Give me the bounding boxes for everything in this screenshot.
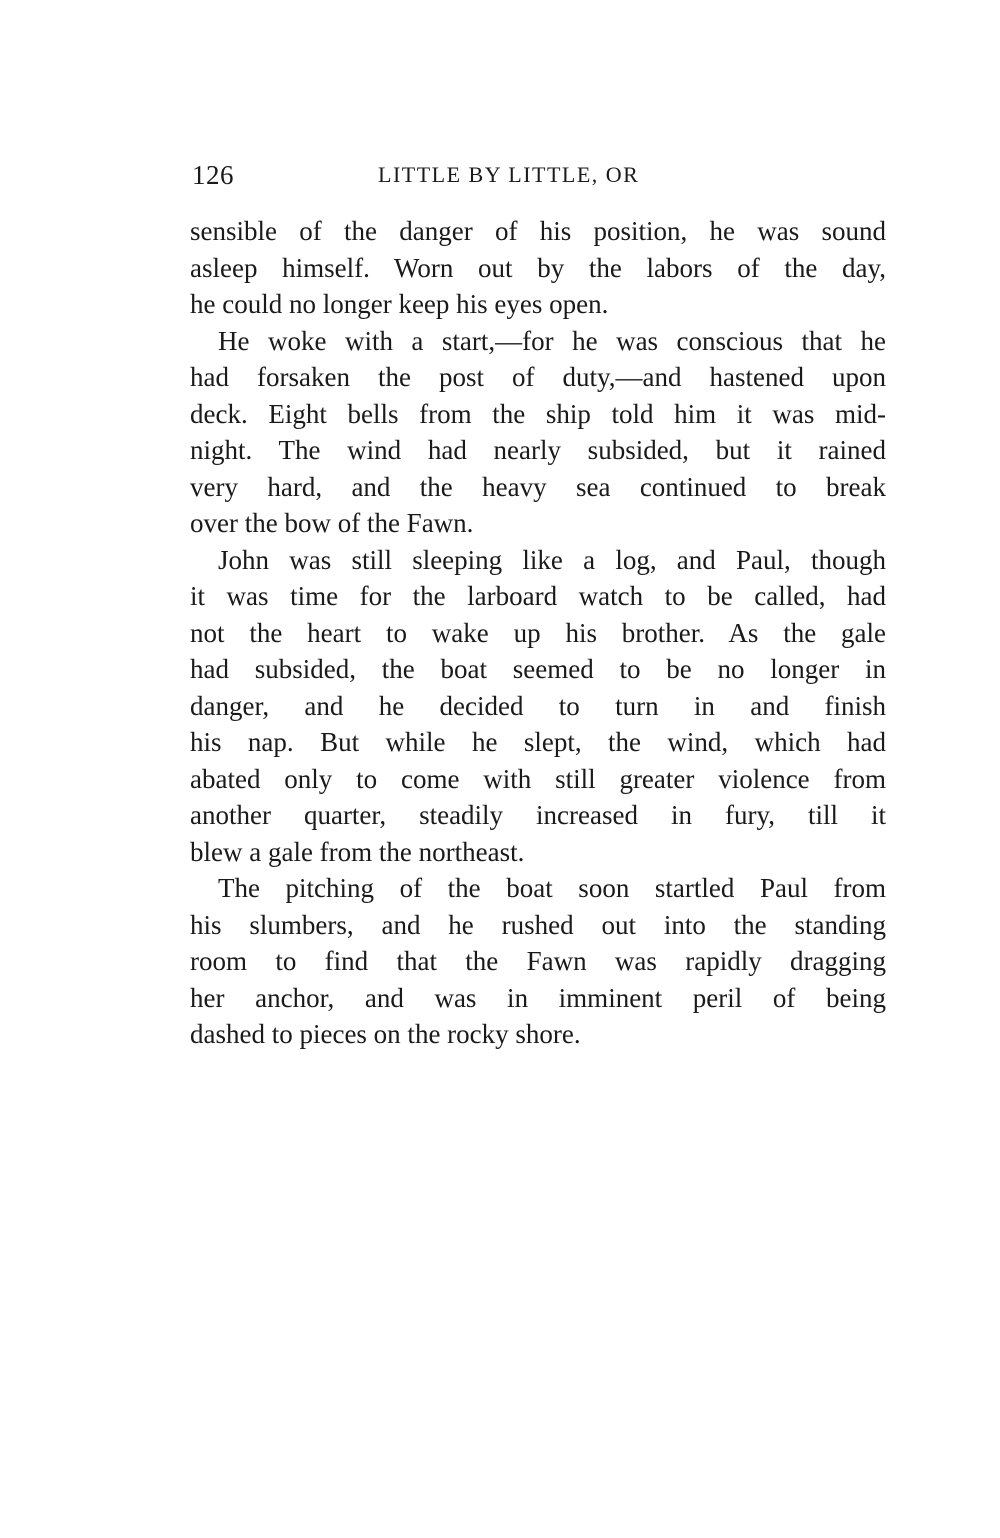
text-line: had subsided, the boat seemed to be no longer in bbox=[190, 654, 886, 684]
paragraph bbox=[190, 213, 886, 323]
paragraph bbox=[190, 323, 886, 542]
text-line: it was time for the larboard watch to be called, had bbox=[190, 581, 886, 611]
text-line: another quarter, steadily increased in fury, till it bbox=[190, 800, 886, 830]
text-line: danger, and he decided to turn in and finish bbox=[190, 690, 886, 721]
running-title: LITTLE BY LITTLE, OR bbox=[378, 162, 640, 187]
text-line: very hard, and the heavy sea continued to break bbox=[190, 471, 886, 502]
text-line: her anchor, and was in imminent peril of being bbox=[190, 982, 886, 1013]
text-line: he could no longer keep his eyes open. bbox=[190, 289, 609, 319]
text-line: The pitching of the boat soon startled Paul from bbox=[218, 873, 886, 903]
running-head bbox=[192, 158, 886, 192]
text-line: deck. Eight bells from the ship told him it was mid- bbox=[190, 398, 886, 429]
paragraph bbox=[190, 870, 886, 1053]
text-line: dashed to pieces on the rocky shore. bbox=[190, 1019, 581, 1049]
text-line: blew a gale from the northeast. bbox=[190, 836, 525, 867]
text-line: asleep himself. Worn out by the labors of the day, bbox=[190, 252, 886, 283]
text-line: abated only to come with still greater violence from bbox=[190, 763, 886, 794]
text-line: not the heart to wake up his brother. As the gale bbox=[190, 617, 886, 648]
text-line: He woke with a start,—for he was conscious that he bbox=[218, 325, 886, 356]
text-line: over the bow of the Fawn. bbox=[190, 508, 474, 538]
text-line: his slumbers, and he rushed out into the standing bbox=[190, 909, 886, 940]
text-line: his nap. But while he slept, the wind, which had bbox=[190, 727, 886, 757]
text-line: night. The wind had nearly subsided, but it rained bbox=[190, 435, 886, 465]
text-line: sensible of the danger of his position, he was sound bbox=[190, 216, 886, 246]
text-line: had forsaken the post of duty,—and hastened upon bbox=[190, 362, 886, 392]
page-number: 126 bbox=[192, 160, 234, 190]
body-text bbox=[190, 213, 886, 1053]
text-line: John was still sleeping like a log, and Paul, though bbox=[218, 544, 886, 575]
text-line: room to find that the Fawn was rapidly dragging bbox=[190, 946, 886, 976]
paragraph bbox=[190, 542, 886, 871]
